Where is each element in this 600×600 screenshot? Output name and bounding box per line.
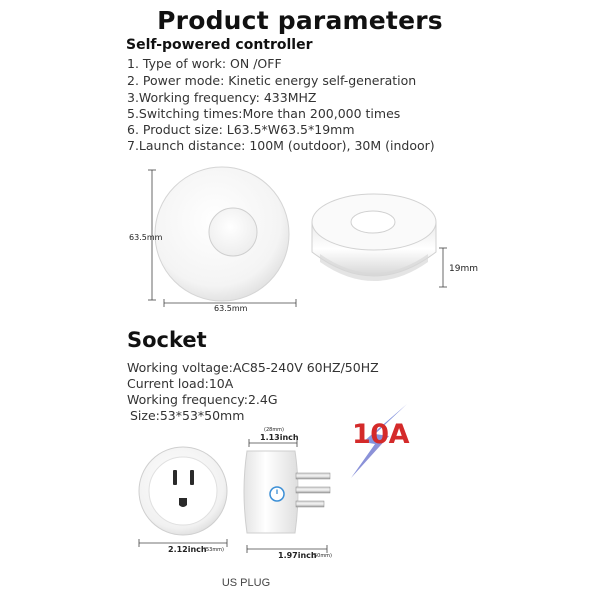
front-mm-label: (53mm) <box>204 547 225 553</box>
controller-spec-5: 6. Product size: L63.5*W63.5*19mm <box>127 122 355 137</box>
current-badge: 10A <box>352 419 409 450</box>
controller-width-label: 63.5mm <box>214 304 248 313</box>
socket-illustration <box>135 425 355 555</box>
side-top-mm-label: (28mm) <box>264 427 285 433</box>
socket-side-view <box>244 439 330 533</box>
controller-spec-3: 3.Working frequency: 433MHZ <box>127 90 317 105</box>
side-bottom-mm-label: (50mm) <box>312 553 333 559</box>
plug-type-caption: US PLUG <box>221 577 271 589</box>
controller-side-view <box>312 194 436 281</box>
controller-heading: Self-powered controller <box>126 37 313 53</box>
socket-spec-1: Working voltage:AC85-240V 60HZ/50HZ <box>127 360 379 375</box>
front-inch-label: 2.12inch <box>168 545 207 554</box>
controller-thickness-label: 19mm <box>449 264 478 274</box>
outlet-slot-right <box>190 470 194 485</box>
page-title: Product parameters <box>157 6 443 35</box>
controller-button <box>209 208 257 256</box>
socket-front-view <box>139 447 227 535</box>
controller-illustration <box>120 160 500 320</box>
outlet-ground-hole <box>179 498 187 507</box>
side-top-inch-label: 1.13inch <box>260 433 299 442</box>
outlet-slot-left <box>173 470 177 485</box>
controller-spec-1: 1. Type of work: ON /OFF <box>127 56 282 71</box>
socket-heading: Socket <box>127 328 207 352</box>
socket-spec-3: Working frequency:2.4G <box>127 392 278 407</box>
controller-spec-6: 7.Launch distance: 100M (outdoor), 30M (indoor) <box>127 138 435 153</box>
controller-height-label: 63.5mm <box>129 233 163 242</box>
controller-spec-2: 2. Power mode: Kinetic energy self-generation <box>127 73 417 88</box>
socket-spec-4: Size:53*53*50mm <box>126 408 245 423</box>
controller-spec-4: 5.Switching times:More than 200,000 times <box>127 106 401 121</box>
side-bottom-inch-label: 1.97inch <box>278 551 317 560</box>
socket-spec-2: Current load:10A <box>127 376 234 391</box>
